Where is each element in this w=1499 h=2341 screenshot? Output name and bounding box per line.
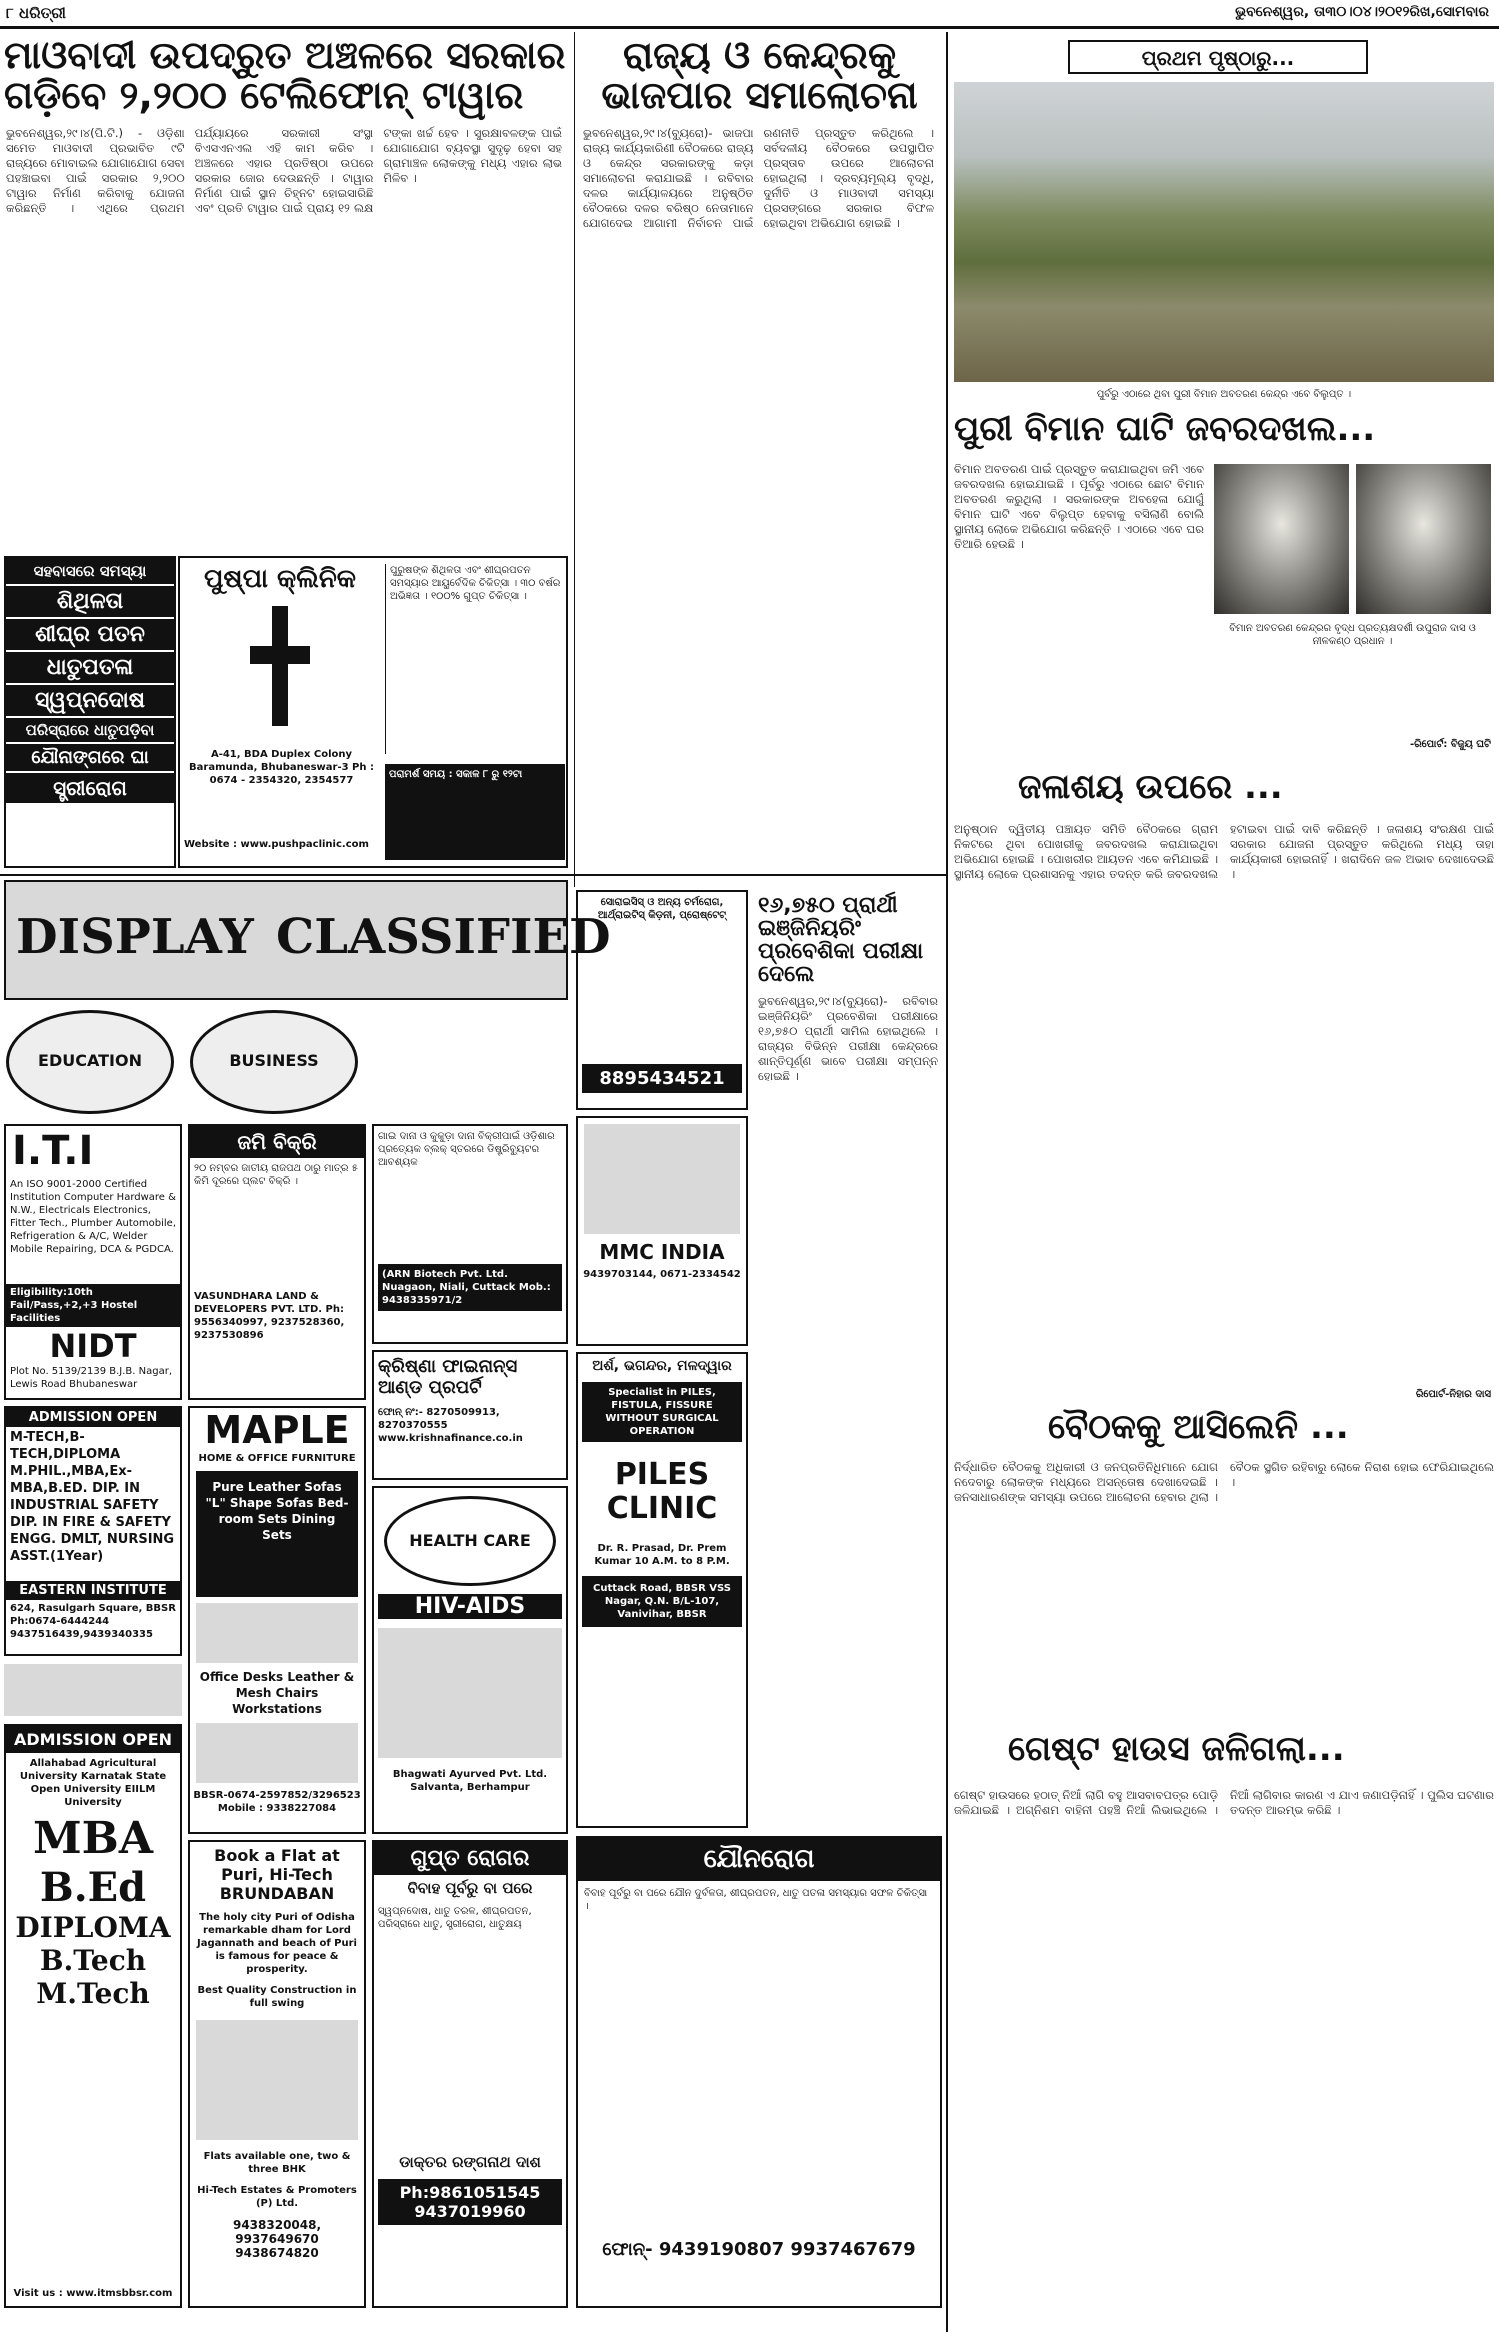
- ad-jouna-rog: [576, 1836, 942, 2308]
- maple-desk-image: [196, 1723, 358, 1783]
- photo-caption: ପୁର୍ବରୁ ଏଠାରେ ଥିବା ପୁରୀ ବିମାନ ଅବତରଣ କେନ୍ଦ୍ର ଏବେ ବିଲୁପ୍ତ ।: [1096, 389, 1352, 400]
- bhagwati: Bhagwati Ayurved Pvt. Ltd. Salvanta, Berhampur: [392, 1769, 548, 1793]
- headline-engineering: ୧୬,୭୫୦ ପ୍ରାର୍ଥୀ ଇଞ୍ଜିନିୟରିଂ ପ୍ରବେଶିକା ପରୀକ୍ଷା ଦେଲେ: [758, 893, 924, 988]
- front-tag: ପ୍ରଥମ ପୃଷ୍ଠାରୁ...: [1068, 40, 1368, 74]
- piles-location: Cuttack Road, BBSR VSS Nagar, Q.N. B/L-107, Vanivihar, BBSR: [582, 1576, 742, 1627]
- eastern-courses: M-TECH,B-TECH,DIPLOMA M.PHIL.,MBA,Ex-MBA,B.ED. DIP. IN INDUSTRIAL SAFETY DIP. IN FIRE & SAFETY ENGG. DMLT, NURSING ASST.(1Year): [10, 1430, 175, 1564]
- ad-maple: [188, 1406, 366, 1834]
- ad-pushpa-clinic: [178, 556, 568, 868]
- ad-iti: [4, 1124, 182, 1400]
- portrait-2: [1356, 464, 1491, 614]
- itms-course-1: B.Ed: [39, 1864, 147, 1911]
- business-label: BUSINESS: [229, 1051, 319, 1070]
- cross-icon: [250, 606, 310, 726]
- business-oval: [190, 1010, 358, 1114]
- itms-title: ADMISSION OPEN: [6, 1726, 180, 1753]
- hiv-title: HIV-AIDS: [378, 1594, 562, 1619]
- brundaban-building-image: [196, 2020, 358, 2140]
- headline-baithak: ବୈଠକକୁ ଆସିଲେନି ...: [1048, 1407, 1349, 1447]
- ranganath-name: ଡାକ୍ତର ରଙ୍ଗନାଥ ଦାଶ: [399, 2153, 541, 2171]
- classified-word: CLASSIFIED: [276, 909, 611, 965]
- ad-mmc-india: [576, 1116, 748, 1346]
- hiv-product-image: [378, 1628, 562, 1758]
- body-bjp: ଭୁବନେଶ୍ୱର,୨୯।୪(ବ୍ୟୁରୋ)- ଭାଜପା ରାଜ୍ୟ କାର୍ଯ୍ୟକାରିଣୀ ବୈଠକରେ ରାଜ୍ୟ ଓ କେନ୍ଦ୍ର ସରକାରଙ୍କୁ କଡ଼ା ସମାଲୋଚନା କରାଯାଇଛି । ରବିବାର ଦଳର କାର୍ଯ୍ୟାଳୟରେ ଅନୁଷ୍ଠିତ ବୈଠକରେ ଦଳର ବରିଷ୍ଠ ନେତାମାନେ ଯୋଗଦେଇ ଆଗାମୀ ନିର୍ବାଚନ ପାଇଁ ରଣନୀତି ପ୍ରସ୍ତୁତ କରିଥିଲେ । ସର୍ବଦଳୀୟ ବୈଠକରେ ଉପସ୍ଥାପିତ ପ୍ରସ୍ତାବ ଉପରେ ଆଲୋଚନା ହୋଇଥିଲା । ଦ୍ରବ୍ୟମୂଲ୍ୟ ବୃଦ୍ଧି, ଦୁର୍ନୀତି ଓ ମାଓବାଦୀ ସମସ୍ୟା ପ୍ରସଙ୍ଗରେ ସରକାର ବିଫଳ ହୋଇଥିବା ଅଭିଯୋଗ ହୋଇଛି ।: [583, 125, 934, 230]
- krishna-title: କ୍ରିଷ୍ଣା ଫାଇନାନ୍ସ ଆଣ୍ଡ ପ୍ରପର୍ଟି: [378, 1356, 518, 1398]
- ad-sahavasa-6: ଯୌନାଙ୍ଗରେ ଘା: [6, 744, 174, 773]
- ad-sahavasa-4: ସ୍ୱପ୍ନଦୋଷ: [6, 685, 174, 718]
- ad-sahavasa-1: ଶିଥିଳତା: [6, 586, 174, 619]
- mmc-title: MMC INDIA: [599, 1240, 725, 1264]
- piles-big: PILES CLINIC: [606, 1457, 718, 1526]
- headline-guesthouse: ଗେଷ୍ଟ ହାଉସ ଜଳିଗଲା...: [1008, 1729, 1345, 1769]
- ad-sahavasa-2: ଶୀଘ୍ର ପତନ: [6, 619, 174, 652]
- jami-title: ଜମି ବିକ୍ରି: [190, 1126, 364, 1158]
- body-engineering: ଭୁବନେଶ୍ୱର,୨୯।୪(ବ୍ୟୁରୋ)- ରବିବାର ଇଞ୍ଜିନିୟରିଂ ପ୍ରବେଶିକା ପରୀକ୍ଷାରେ ୧୬,୭୫୦ ପ୍ରାର୍ଥୀ ସାମିଲ ହୋଇଥିଲେ । ରାଜ୍ୟର ବିଭିନ୍ନ ପରୀକ୍ଷା କେନ୍ଦ୍ରରେ ଶାନ୍ତିପୂର୍ଣ୍ଣ ଭାବେ ପରୀକ୍ଷା ସମ୍ପନ୍ନ ହୋଇଛି ।: [758, 994, 938, 1084]
- pushpa-address: A-41, BDA Duplex Colony Baramunda, Bhubaneswar-3 Ph : 0674 - 2354320, 2354577: [189, 749, 374, 786]
- ad-sahavasa-list: [4, 556, 176, 868]
- article-maoist: [0, 32, 568, 552]
- ad-dealer: [372, 1124, 568, 1344]
- gupta-title: ଗୁପ୍ତ ରୋଗର: [374, 1842, 566, 1875]
- hitech-phone: 9438320048, 9937649670 9438674820: [232, 2218, 322, 2260]
- body-puri: ବିମାନ ଅବତରଣ ପାଇଁ ପ୍ରସ୍ତୁତ କରାଯାଇଥିବା ଜମି ଏବେ ଜବରଦଖଲ ହୋଇଯାଇଛି । ପୂର୍ବରୁ ଏଠାରେ ଛୋଟ ବିମାନ ଅବତରଣ କରୁଥିଲା । ସରକାରଙ୍କ ଅବହେଳା ଯୋଗୁଁ ବିମାନ ଘାଟି ଏବେ ବିଲୁପ୍ତ ହେବାକୁ ବସିଲାଣି ବୋଲି ସ୍ଥାନୀୟ ଲୋକେ ଅଭିଯୋଗ କରିଛନ୍ତି । ଏଠାରେ ଏବେ ଘର ତିଆରି ହେଉଛି ।: [954, 462, 1204, 551]
- ad-sahavasa-0: ସହବାସରେ ସମସ୍ୟା: [6, 558, 174, 586]
- itms-universities: Allahabad Agricultural University Karnatak State Open University EIILM University: [19, 1758, 167, 1808]
- itms-course-3: B.Tech: [39, 1944, 147, 1977]
- header-rule: [0, 26, 1499, 29]
- page-header: [0, 0, 1499, 26]
- ad-brundaban: [188, 1840, 366, 2308]
- ad-eastern-institute: [4, 1406, 182, 1656]
- ad-piles-clinic: [576, 1352, 748, 1828]
- article-bjp: [574, 32, 942, 887]
- left-block-rule: [0, 874, 946, 876]
- gupta-subtitle: ବିବାହ ପୂର୍ବରୁ ବା ପରେ: [407, 1879, 533, 1897]
- headline-jalashaya: ଜଳାଶୟ ଉପରେ ...: [1018, 767, 1283, 807]
- krishna-phone: ଫୋନ୍ ନଂ:- 8270509913, 8270370555 www.krishnafinance.co.in: [378, 1407, 523, 1444]
- nidt-address: Plot No. 5139/2139 B.J.B. Nagar, Lewis Road Bhubaneswar: [10, 1366, 173, 1390]
- iti-hostel: Eligibility:10th Fail/Pass,+2,+3 Hostel Facilities: [6, 1284, 180, 1327]
- eastern-name: EASTERN INSTITUTE: [6, 1581, 180, 1600]
- education-label: EDUCATION: [38, 1051, 142, 1070]
- reporter-2: ରିପୋର୍ଟ-ନିହାର ଦାସ: [1415, 1389, 1491, 1400]
- jami-body: ୨୦ ନମ୍ବର ଜାତୀୟ ରାଜପଥ ଠାରୁ ମାତ୍ର ୫ କିମି ଦୂରରେ ପ୍ଲଟ ବିକ୍ରି ।: [194, 1163, 358, 1187]
- ad-healthcare: [372, 1486, 568, 1834]
- portrait-1: [1214, 464, 1349, 614]
- ad-placeholder-gray: [4, 1664, 182, 1716]
- healthcare-oval: [384, 1496, 556, 1586]
- maple-title: MAPLE: [204, 1408, 350, 1452]
- front-page-continued: [946, 32, 1499, 2332]
- brundaban-body: The holy city Puri of Odisha remarkable dham for Lord Jagannath and beach of Puri is famous for peace & prosperity.: [197, 1912, 357, 1975]
- ad-itms: [4, 1724, 182, 2308]
- maple-subtitle: HOME & OFFICE FURNITURE: [198, 1453, 356, 1464]
- maple-items: Pure Leather Sofas "L" Shape Sofas Bed-room Sets Dining Sets: [196, 1471, 358, 1597]
- nidt-logo: NIDT: [49, 1327, 137, 1365]
- ad-jami-bikri: [188, 1124, 366, 1400]
- pushpa-website: Website : www.pushpaclinic.com: [184, 839, 369, 850]
- ad-psoriasis: [576, 890, 748, 1110]
- date-line: ଭୁବନେଶ୍ୱର, ତା୩୦।୦୪।୨୦୧୨ରିଖ,ସୋମବାର: [1235, 4, 1489, 20]
- maple-sofa-image: [196, 1603, 358, 1663]
- brundaban-title: Book a Flat at Puri, Hi-Tech BRUNDABAN: [214, 1846, 340, 1903]
- itms-course-4: M.Tech: [36, 1977, 150, 2010]
- body-jalashaya: ଅନୁଷ୍ଠାନ ଦ୍ୱିତୀୟ ପଞ୍ଚାୟତ ସମିତି ବୈଠକରେ ଗ୍ରାମ ନିକଟରେ ଥିବା ପୋଖରୀକୁ ଜବରଦଖଲ କରାଯାଇଥିବା ଅଭିଯୋଗ ହୋଇଛି । ପୋଖରୀର ଆୟତନ ଏବେ କମିଯାଇଛି । ସ୍ଥାନୀୟ ଲୋକେ ପ୍ରଶାସନକୁ ଏହାର ତଦନ୍ତ କରି ଜବରଦଖଲ ହଟାଇବା ପାଇଁ ଦାବି କରିଛନ୍ତି । ଜଳାଶୟ ସଂରକ୍ଷଣ ପାଇଁ ସରକାର ଯୋଜନା ପ୍ରସ୍ତୁତ କରିଥିଲେ ମଧ୍ୟ ତାହା କାର୍ଯ୍ୟକାରୀ ହୋଇନାହିଁ । ଖରାଦିନେ ଜଳ ଅଭାବ ଦେଖାଦେଉଛି ।: [954, 822, 1494, 881]
- body-guesthouse: ଗେଷ୍ଟ ହାଉସରେ ହଠାତ୍ ନିଆଁ ଲାଗି ବହୁ ଆସବାବପତ୍ର ପୋଡ଼ି ଜଳିଯାଇଛି । ଅଗ୍ନିଶମ ବାହିନୀ ପହଞ୍ଚି ନିଆଁ ଲିଭାଇଥିଲେ । ନିଆଁ ଲାଗିବାର କାରଣ ଏ ଯାଏ ଜଣାପଡ଼ିନାହିଁ । ପୁଲିସ ଘଟଣାର ତଦନ୍ତ ଆରମ୍ଭ କରିଛି ।: [954, 1788, 1494, 1817]
- dealer-body: ଗାଇ ଦାନା ଓ କୁକୁଡ଼ା ଦାନା ବିକ୍ରୀପାଇଁ ଓଡ଼ିଶାର ପ୍ରତ୍ୟେକ ବ୍ଲକ୍ ସ୍ତରରେ ଡିଷ୍ଟ୍ରିବ୍ୟୁଟର ଆବଶ୍ୟକ: [378, 1131, 555, 1168]
- vasundhara: VASUNDHARA LAND & DEVELOPERS PVT. LTD. Ph: 9556340997, 9237528360, 9237530896: [194, 1291, 345, 1341]
- ad-krishna-finance: [372, 1350, 568, 1480]
- headline-puri: ପୁରୀ ବିମାନ ଘାଟି ଜବରଦଖଲ...: [954, 409, 1376, 449]
- ranganath-phone: Ph:9861051545 9437019960: [378, 2179, 562, 2225]
- psoriasis-body: ସୋରାଇସିସ୍ ଓ ଅନ୍ୟ ଚର୍ମରୋଗ, ଆର୍ଥ୍ରାଇଟିସ୍ କିଡ଼ନୀ, ପ୍ରୋଷ୍ଟେଟ୍: [597, 897, 727, 921]
- piles-head: ଅର୍ଶ, ଭଗନ୍ଦର, ମଳଦ୍ୱାର: [592, 1358, 732, 1374]
- maple-phone: BBSR-0674-2597852/3296523 Mobile : 9338227084: [193, 1790, 361, 1814]
- headline-bjp: ରାଜ୍ୟ ଓ କେନ୍ଦ୍ରକୁ ଭାଜପାର ସମାଲୋଚନା: [601, 33, 918, 117]
- mmc-doctor-photos: [584, 1124, 740, 1234]
- display-classified-banner: [4, 880, 611, 1000]
- brundaban-flats: Flats available one, two & three BHK: [203, 2151, 351, 2175]
- iti-title: I.T.I: [12, 1128, 94, 1174]
- jouna-body: ବିବାହ ପୂର୍ବରୁ ବା ପରେ ଯୌନ ଦୁର୍ବଳତା, ଶୀଘ୍ରପତନ, ଧାତୁ ପତଳା ସମସ୍ୟାର ସଫଳ ଚିକିତ୍ସା ।: [584, 1888, 928, 1912]
- ad-sahavasa-3: ଧାତୁପତଳା: [6, 652, 174, 685]
- headline-maoist: ମାଓବାଦୀ ଉପଦ୍ରୁତ ଅଞ୍ଚଳରେ ସରକାର ଗଡ଼ିବେ ୨,୨୦୦ ଟେଲିଫୋନ୍ ଟାୱାର: [4, 33, 566, 117]
- ad-sahavasa-5: ପରିସ୍ରାରେ ଧାତୁପଡ଼ିବା: [6, 718, 174, 744]
- airstrip-photo: [954, 82, 1494, 382]
- body-baithak: ନିର୍ଦ୍ଧାରିତ ବୈଠକକୁ ଅଧିକାରୀ ଓ ଜନପ୍ରତିନିଧିମାନେ ଯୋଗ ନଦେବାରୁ ଲୋକଙ୍କ ମଧ୍ୟରେ ଅସନ୍ତୋଷ ଦେଖାଦେଇଛି । ଜନସାଧାରଣଙ୍କ ସମସ୍ୟା ଉପରେ ଆଲୋଚନା ହେବାର ଥିଲା । ବୈଠକ ସ୍ଥଗିତ ରହିବାରୁ ଲୋକେ ନିରାଶ ହୋଇ ଫେରିଯାଇଥିଲେ ।: [954, 1460, 1494, 1504]
- iti-body: An ISO 9001-2000 Certified Institution Computer Hardware & N.W., Electricals Electronics, Fitter Tech., Plumber Automobile, Refrigeration & A/C, Welder Mobile Repairing, DCA & PGDCA.: [10, 1179, 177, 1255]
- jouna-phone: ଫୋନ୍- 9439190807 9937467679: [602, 2239, 916, 2260]
- eastern-admission: ADMISSION OPEN: [6, 1408, 180, 1427]
- body-maoist: ଭୁବନେଶ୍ୱର,୨୯।୪(ପି.ଟି.) - ଓଡ଼ିଶା ସମେତ ମାଓବାଦୀ ପ୍ରଭାବିତ ୯ଟି ରାଜ୍ୟରେ ମୋବାଇଲ ଯୋଗାଯୋଗ ସେବା ପହଞ୍ଚାଇବା ପାଇଁ ସରକାର ୨,୨୦୦ ଟାୱାର ନିର୍ମାଣ କରିବାକୁ ଯୋଜନା କରିଛନ୍ତି । ଏଥିରେ ପ୍ରଥମ ପର୍ଯ୍ୟାୟରେ ସରକାରୀ ସଂସ୍ଥା ବିଏସଏନଏଲ ଏହି କାମ କରିବ । ଅଞ୍ଚଳରେ ଏହାର ପ୍ରତିଷ୍ଠା ଉପରେ ସରକାର ଜୋର ଦେଉଛନ୍ତି । ଟାୱାର ନିର୍ମାଣ ପାଇଁ ସ୍ଥାନ ଚିହ୍ନଟ ହୋଇସାରିଛି ଏବଂ ପ୍ରତି ଟାୱାର ପାଇଁ ପ୍ରାୟ ୧୨ ଲକ୍ଷ ଟଙ୍କା ଖର୍ଚ୍ଚ ହେବ । ସୁରକ୍ଷାବଳଙ୍କ ପାଇଁ ଯୋଗାଯୋଗ ବ୍ୟବସ୍ଥା ସୁଦୃଢ଼ ହେବା ସହ ଗ୍ରାମାଞ୍ଚଳ ଲୋକଙ୍କୁ ମଧ୍ୟ ଏହାର ଲାଭ ମିଳିବ ।: [6, 125, 562, 215]
- itms-course-0: MBA: [32, 1813, 154, 1864]
- hitech-name: Hi-Tech Estates & Promoters (P) Ltd.: [197, 2185, 357, 2209]
- reporter-1: -ରିପୋର୍ଟ: ବିଜୁୟ ଘଟି: [1409, 739, 1491, 750]
- ad-gupta-rog: [372, 1840, 568, 2308]
- gupta-body: ସ୍ୱପ୍ନଦୋଷ, ଧାତୁ ତରଳ, ଶୀଘ୍ରପତନ, ପରିସ୍ରାରେ ଧାତୁ, ସ୍ତ୍ରୀରୋଗ, ଧାତୁକ୍ଷୟ: [378, 1906, 532, 1930]
- display-word: DISPLAY: [16, 909, 254, 965]
- pushpa-timing: ପରାମର୍ଶ ସମୟ : ସକାଳ ୮ ରୁ ୧୨ଟା: [385, 764, 565, 860]
- itms-course-2: DIPLOMA: [15, 1911, 171, 1944]
- piles-specialist: Specialist in PILES, FISTULA, FISSURE WITHOUT SURGICAL OPERATION: [582, 1382, 742, 1442]
- brundaban-quality: Best Quality Construction in full swing: [197, 1985, 357, 2009]
- eastern-phone: 624, Rasulgarh Square, BBSR Ph:0674-6444244 9437516439,9439340335: [10, 1603, 176, 1640]
- itms-website: Visit us : www.itmsbbsr.com: [13, 2288, 173, 2299]
- ad-sahavasa-7: ସ୍ତ୍ରୀରୋଗ: [6, 773, 174, 803]
- page-number-paper: ୮ ଧରିତ୍ରୀ: [6, 4, 66, 22]
- jouna-title: ଯୌନରୋଗ: [578, 1838, 940, 1881]
- article-engineering: [754, 890, 942, 1410]
- education-oval: [6, 1010, 174, 1114]
- pushpa-name: ପୁଷ୍ପା କ୍ଲିନିକ: [203, 564, 357, 594]
- piles-doctors: Dr. R. Prasad, Dr. Prem Kumar 10 A.M. to 8 P.M.: [594, 1543, 730, 1567]
- psoriasis-phone: 8895434521: [582, 1064, 742, 1093]
- maple-office: Office Desks Leather & Mesh Chairs Workstations: [199, 1670, 355, 1716]
- healthcare-label: HEALTH CARE: [409, 1531, 531, 1550]
- mmc-phone: 9439703144, 0671-2334542: [583, 1269, 741, 1280]
- pushpa-services: ପୁରୁଷଙ୍କ ଶିଥିଳତା ଏବଂ ଶୀଘ୍ରପତନ ସମସ୍ୟାର ଆୟୁର୍ବେଦିକ ଚିକିତ୍ସା । ୩୦ ବର୍ଷର ଅଭିଜ୍ଞତା । ୧୦୦% ଗୁପ୍ତ ଚିକିତ୍ସା ।: [385, 564, 565, 754]
- portrait-caption: ବିମାନ ଅବତରଣ କେନ୍ଦ୍ରର ବୃଦ୍ଧ ପ୍ରତ୍ୟକ୍ଷଦର୍ଶୀ ଉପୁରାଜ ଦାସ ଓ ନୀଳକଣ୍ଠ ପ୍ରଧାନ ।: [1229, 623, 1476, 647]
- arn-biotech: (ARN Biotech Pvt. Ltd. Nuagaon, Niali, Cuttack Mob.: 9438335971/2: [378, 1264, 562, 1311]
